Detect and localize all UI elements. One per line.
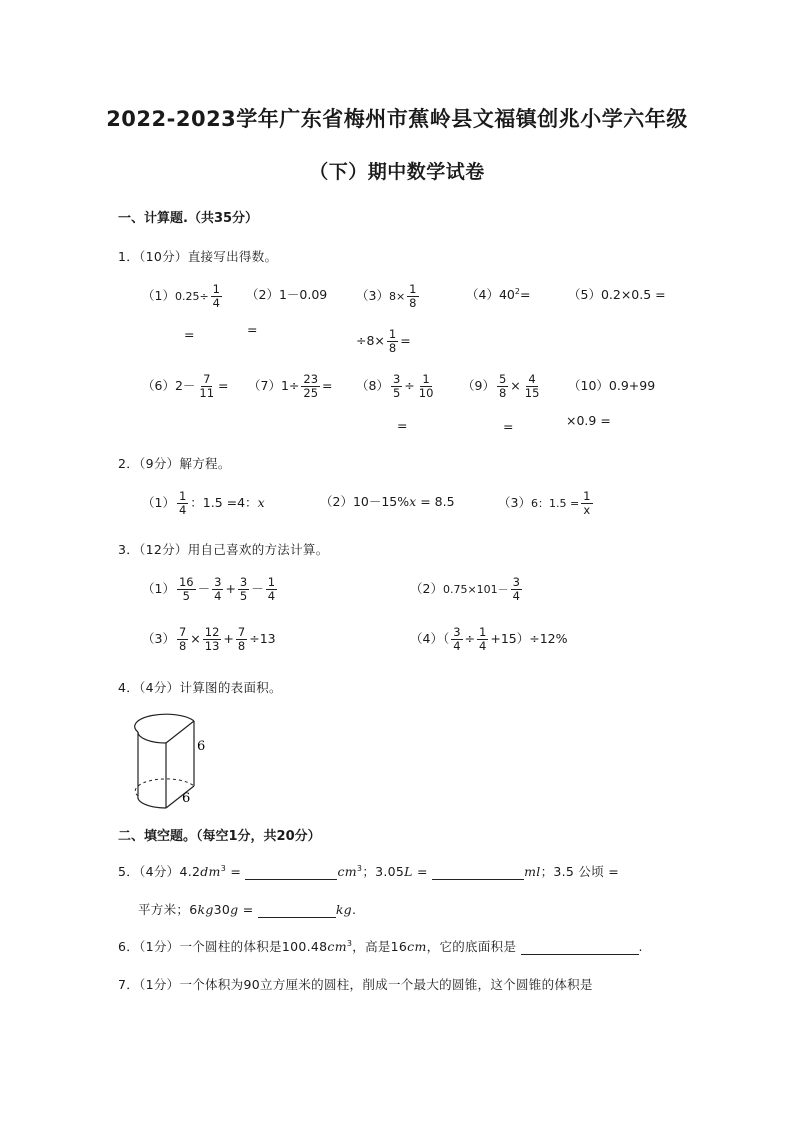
fraction: $\frac{12}{13}$ (204, 625, 220, 654)
half-cylinder-diameter-top (166, 721, 194, 743)
q1-part9: （9） $\frac{5}{8}$ × $\frac{4}{15}$ (462, 372, 540, 401)
fraction: $\frac{4}{15}$ (524, 372, 540, 401)
section-heading-fill-blank: 二、填空题。（每空1分，共20分） (118, 829, 321, 844)
exam-title-line1: 2022-2023学年广东省梅州市蕉岭县文福镇创兆小学六年级 (106, 107, 688, 131)
q1-part7: （7）1÷ $\frac{23}{25}$ = (248, 372, 333, 401)
answer-blank[interactable] (432, 865, 524, 880)
fraction: $\frac{16}{5}$ (178, 575, 194, 604)
fraction: $\frac{5}{8}$ (498, 372, 507, 401)
fraction: $\frac{23}{25}$ (303, 372, 319, 401)
q1-part2: （2）1－0.09 (246, 287, 328, 302)
fraction: $\frac{7}{11}$ (199, 372, 215, 401)
question-3-stem: 3．（12分）用自己喜欢的方法计算。 (118, 542, 329, 557)
figure-label-diameter: 6 (182, 791, 191, 806)
fraction: $\frac{3}{5}$ (392, 372, 401, 401)
q1-part10-continued: ×0.9 = (566, 413, 611, 428)
exam-title-line2: （下）期中数学试卷 (309, 161, 485, 183)
fraction: $\frac{1}{4}$ (479, 625, 487, 654)
half-cylinder-figure (130, 708, 220, 816)
fraction: $\frac{7}{8}$ (178, 625, 187, 654)
half-cylinder-top-arc (135, 714, 194, 732)
question-6: 6．（1分）一个圆柱的体积是$100.48cm^3$，高是16cm，它的底面积是 . (118, 938, 643, 954)
fraction: $\frac{3}{5}$ (239, 575, 248, 604)
fraction: $\frac{3}{4}$ (453, 625, 461, 654)
figure-label-height: 6 (197, 739, 206, 754)
answer-blank[interactable] (245, 865, 337, 880)
q3-part3: （3） $\frac{7}{8}$ × $\frac{12}{13}$ + $\frac{7}{8}$ ÷13 (142, 625, 276, 654)
answer-blank[interactable] (258, 903, 336, 918)
q3-part4: （4）（ $\frac{3}{4}$ ÷ $\frac{1}{4}$ +15）÷12% (410, 625, 568, 654)
q1-part9-equals: = (503, 419, 514, 434)
question-2-stem: 2．（9分）解方程。 (118, 456, 231, 471)
question-1-stem: 1．（10分）直接写出得数。 (118, 249, 278, 264)
q1-part3-continued: ÷8× $\frac{1}{8}$ = (356, 327, 411, 356)
q1-part3: （3）8× $\frac{1}{8}$ (356, 282, 417, 311)
question-7: 7．（1分）一个体积为90立方厘米的圆柱，削成一个最大的圆锥，这个圆锥的体积是 (118, 977, 593, 992)
q1-part1-equals: = (184, 327, 195, 342)
q3-part2: （2）0.75×101－ $\frac{3}{4}$ (410, 575, 520, 604)
fraction: $\frac{1}{4}$ (267, 575, 276, 604)
fraction: $\frac{1}{x}$ (583, 489, 591, 518)
half-cylinder-top-near-arc (138, 732, 166, 743)
question-5-line2: 平方米；6kg30g = kg. (138, 902, 357, 917)
fraction: $\frac{1}{8}$ (388, 327, 397, 356)
q1-part10: （10）0.9+99 (568, 378, 656, 393)
question-5-line1: 5．（4分）$4.2dm^3 = cm^3$；3.05L = ml；3.5 公顷 = (118, 863, 620, 879)
fraction: $\frac{7}{8}$ (237, 625, 246, 654)
answer-blank[interactable] (521, 940, 639, 955)
q1-part8: （8） $\frac{3}{5}$ ÷ $\frac{1}{10}$ (356, 372, 434, 401)
q1-part8-equals: = (397, 418, 408, 433)
q2-part2: （2）10－15%x = 8.5 (320, 494, 455, 509)
half-cylinder-bottom-arc (138, 796, 166, 808)
q1-part4: $(4)40^2=$ (466, 286, 531, 302)
q2-part3: （3）6：1.5 = $\frac{1}{x}$ (498, 489, 591, 518)
fraction: $\frac{1}{8}$ (409, 282, 417, 311)
fraction: $\frac{1}{4}$ (178, 489, 187, 518)
q1-part6: （6）2－ $\frac{7}{11}$ = (142, 372, 229, 401)
fraction: $\frac{3}{4}$ (214, 575, 222, 604)
q1-part2-equals: = (247, 322, 258, 337)
section-heading-calculation: 一、计算题.（共35分） (118, 211, 259, 226)
fraction: $\frac{1}{4}$ (212, 282, 220, 311)
fraction: $\frac{1}{10}$ (418, 372, 434, 401)
q1-part1: （1）0.25÷ $\frac{1}{4}$ (142, 282, 220, 311)
q1-part5: （5）0.2×0.5 = (568, 287, 666, 302)
fraction: $\frac{3}{4}$ (512, 575, 520, 604)
q2-part1: （1） $\frac{1}{4}$ ：1.5 =4：x (142, 489, 265, 518)
question-4-stem: 4．（4分）计算图的表面积。 (118, 680, 282, 695)
q3-part1: （1） $\frac{16}{5}$ － $\frac{3}{4}$ + $\frac{3}{5}$ － $\frac{1}{4}$ (142, 575, 276, 604)
